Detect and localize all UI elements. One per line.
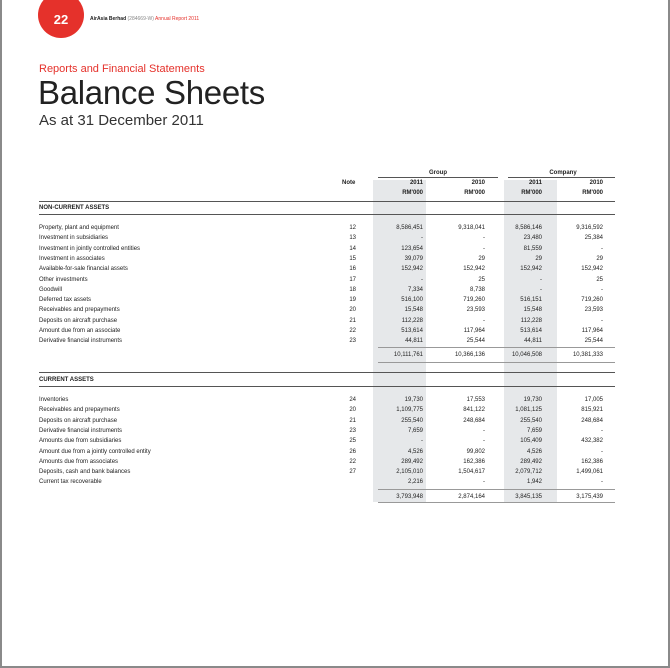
row-company-2011: 105,409: [520, 438, 542, 445]
company-2010-unit: RM'000: [582, 190, 603, 196]
row-group-2011: 255,540: [401, 417, 423, 424]
row-group-2011: 39,079: [404, 255, 423, 262]
row-company-2010: 152,942: [581, 266, 603, 273]
row-label: Other investments: [39, 276, 88, 283]
company-header-rule: [508, 177, 615, 178]
row-label: Derivative financial instruments: [39, 338, 123, 345]
row-label: Receivables and prepayments: [39, 307, 120, 314]
row-group-2010: -: [483, 427, 485, 434]
row-group-2010: 719,260: [463, 297, 485, 304]
row-group-2011: 44,811: [405, 338, 423, 345]
current-heading-top-rule: [39, 372, 615, 373]
row-company-2010: -: [601, 448, 603, 455]
row-label: Deposits on aircraft purchase: [39, 417, 118, 424]
row-note: 25: [349, 438, 356, 445]
row-company-2010: 23,593: [584, 307, 603, 314]
row-company-2010: -: [601, 479, 603, 486]
row-note: 12: [349, 225, 356, 231]
row-label: Amount due from a jointly controlled entity: [39, 448, 151, 455]
page-title: Balance Sheets: [38, 74, 265, 111]
row-group-2010: 162,386: [463, 458, 485, 465]
row-group-2011: 4,526: [407, 448, 423, 455]
row-note: 26: [349, 448, 356, 455]
c-total-g2011: 3,793,948: [396, 494, 423, 500]
row-group-2011: 7,334: [407, 286, 423, 293]
row-company-2010: 719,260: [581, 297, 603, 304]
nc-total-g2010: 10,366,136: [454, 352, 485, 358]
row-company-2011: 2,079,712: [515, 469, 542, 476]
row-note: 21: [349, 317, 356, 324]
row-group-2010: 1,504,617: [458, 469, 485, 476]
row-group-2011: 8,586,451: [396, 225, 423, 231]
row-label: Amounts due from subsidiaries: [39, 438, 122, 445]
row-company-2011: 4,526: [526, 448, 542, 455]
row-company-2011: 81,559: [523, 245, 542, 252]
row-group-2010: -: [483, 438, 485, 445]
row-company-2011: 29: [535, 255, 542, 262]
row-group-2010: -: [483, 245, 485, 252]
company-2011-unit: RM'000: [521, 190, 542, 196]
page-subtitle: As at 31 December 2011: [39, 112, 204, 129]
row-label: Property, plant and equipment: [39, 225, 119, 231]
note-header: Note: [342, 180, 356, 186]
row-label: Amount due from an associate: [39, 328, 121, 334]
non-current-total-bottom-rule: [378, 362, 615, 363]
row-company-2011: 23,480: [523, 235, 542, 242]
row-note: 18: [349, 286, 356, 293]
row-company-2010: 29: [596, 255, 603, 262]
company-name: AirAsia Berhad: [90, 16, 127, 22]
row-note: 23: [349, 427, 356, 434]
nc-total-g2011: 10,111,761: [393, 352, 423, 358]
company-registration: (284669-W): [127, 16, 154, 22]
row-company-2010: 25: [596, 276, 603, 283]
row-group-2011: 7,659: [407, 427, 423, 434]
row-company-2011: -: [540, 286, 542, 293]
row-note: 22: [349, 328, 356, 334]
row-label: Deposits on aircraft purchase: [39, 317, 118, 324]
row-company-2010: 117,964: [581, 328, 603, 334]
group-2011-year: 2011: [409, 180, 423, 186]
row-group-2011: 289,492: [401, 458, 423, 465]
row-company-2010: 9,316,592: [576, 225, 603, 231]
row-company-2011: 44,811: [524, 338, 542, 345]
row-group-2010: 17,553: [466, 397, 485, 403]
row-label: Available-for-sale financial assets: [39, 266, 128, 273]
row-company-2010: 815,921: [581, 407, 603, 414]
c-total-c2010: 3,175,439: [576, 494, 603, 500]
row-note: 20: [349, 407, 356, 414]
row-label: Goodwill: [39, 286, 63, 293]
row-note: 17: [349, 276, 356, 283]
row-group-2011: 152,942: [401, 266, 423, 273]
c-total-c2011: 3,845,135: [515, 494, 542, 500]
row-group-2011: 2,216: [407, 479, 423, 486]
row-group-2010: 841,122: [463, 407, 485, 414]
row-note: 19: [349, 297, 356, 304]
row-company-2010: 432,382: [581, 438, 603, 445]
c-total-g2010: 2,874,164: [458, 494, 485, 500]
row-company-2010: 1,499,061: [576, 469, 603, 476]
row-group-2011: -: [421, 235, 423, 242]
row-company-2010: 25,384: [584, 235, 603, 242]
row-company-2011: 152,942: [520, 266, 542, 273]
row-group-2010: 152,942: [463, 266, 485, 273]
non-current-heading: NON-CURRENT ASSETS: [39, 205, 110, 211]
nc-total-c2010: 10,381,333: [572, 352, 603, 358]
row-note: 24: [349, 397, 356, 403]
row-company-2010: 162,386: [581, 458, 603, 465]
row-group-2011: 1,109,775: [396, 407, 423, 414]
row-group-2011: 112,228: [401, 317, 423, 324]
row-company-2010: 17,005: [584, 397, 603, 403]
row-group-2010: 99,802: [466, 448, 485, 455]
row-note: 22: [349, 458, 356, 465]
row-note: 13: [349, 235, 356, 242]
group-header-rule: [378, 177, 498, 178]
row-group-2010: 23,593: [466, 307, 485, 314]
row-company-2011: 15,548: [523, 307, 542, 314]
page-number: 22: [53, 11, 69, 27]
row-label: Inventories: [39, 397, 69, 403]
row-note: 16: [349, 266, 356, 273]
row-group-2011: 516,100: [401, 297, 423, 304]
group-2010-unit: RM'000: [464, 190, 485, 196]
row-group-2011: 2,105,010: [396, 469, 423, 476]
row-label: Receivables and prepayments: [39, 407, 120, 414]
row-company-2010: 25,544: [584, 338, 603, 345]
row-note: 27: [349, 469, 356, 476]
row-label: Current tax recoverable: [39, 479, 102, 486]
row-group-2010: 117,964: [463, 328, 485, 334]
row-note: 23: [349, 338, 356, 345]
row-note: 21: [349, 417, 356, 424]
row-group-2010: -: [483, 317, 485, 324]
group-2011-unit: RM'000: [402, 190, 423, 196]
row-company-2010: -: [601, 317, 603, 324]
company-2011-year: 2011: [528, 180, 542, 186]
row-note: 14: [349, 245, 356, 252]
row-company-2010: -: [601, 427, 603, 434]
row-group-2010: 29: [478, 255, 485, 262]
section-label: Reports and Financial Statements: [39, 63, 205, 75]
group-2010-year: 2010: [471, 180, 485, 186]
company-2010-year: 2010: [589, 180, 603, 186]
row-company-2011: 1,942: [526, 479, 542, 486]
row-group-2011: 123,654: [401, 245, 423, 252]
row-label: Deposits, cash and bank balances: [39, 469, 131, 476]
current-total-top-rule: [378, 489, 615, 490]
non-current-heading-rule: [39, 214, 615, 215]
row-label: Derivative financial instruments: [39, 427, 123, 434]
row-group-2010: 25: [478, 276, 485, 283]
row-group-2011: 19,730: [404, 397, 423, 403]
current-total-bottom-rule: [378, 502, 615, 503]
row-company-2011: 7,659: [526, 427, 542, 434]
group-header: Group: [429, 170, 447, 176]
row-group-2010: -: [483, 235, 485, 242]
row-company-2011: 516,151: [520, 297, 542, 304]
nc-total-c2011: 10,046,508: [511, 352, 542, 358]
row-company-2010: -: [601, 245, 603, 252]
row-group-2010: 9,318,041: [458, 225, 485, 231]
row-group-2010: 8,738: [469, 286, 485, 293]
row-label: Deferred tax assets: [39, 297, 92, 304]
row-group-2011: -: [421, 438, 423, 445]
row-company-2011: -: [540, 276, 542, 283]
row-note: 20: [349, 307, 356, 314]
running-header: [90, 16, 199, 22]
row-company-2010: 248,684: [581, 417, 603, 424]
row-company-2010: -: [601, 286, 603, 293]
row-note: 15: [349, 255, 356, 262]
row-group-2010: -: [483, 479, 485, 486]
row-label: Investment in jointly controlled entities: [39, 245, 141, 252]
row-company-2011: 8,586,146: [515, 225, 542, 231]
row-company-2011: 289,492: [520, 458, 542, 465]
row-company-2011: 513,614: [520, 328, 542, 334]
report-name: Annual Report 2011: [155, 16, 200, 22]
row-group-2011: -: [421, 276, 423, 283]
current-heading-rule: [39, 386, 615, 387]
row-company-2011: 19,730: [523, 397, 542, 403]
non-current-total-top-rule: [378, 347, 615, 348]
row-company-2011: 112,228: [520, 317, 542, 324]
header-bottom-rule: [39, 201, 615, 202]
row-group-2010: 248,684: [463, 417, 485, 424]
row-company-2011: 1,081,125: [515, 407, 542, 414]
row-label: Investment in associates: [39, 255, 105, 262]
current-heading: CURRENT ASSETS: [39, 377, 94, 383]
row-label: Amounts due from associates: [39, 458, 119, 465]
row-group-2010: 25,544: [466, 338, 485, 345]
row-company-2011: 255,540: [520, 417, 542, 424]
company-header: Company: [549, 170, 577, 176]
row-label: Investment in subsidiaries: [39, 235, 109, 242]
row-group-2011: 513,614: [401, 328, 423, 334]
row-group-2011: 15,548: [404, 307, 423, 314]
page-number-badge: [38, 0, 84, 38]
report-page: [2, 0, 668, 666]
